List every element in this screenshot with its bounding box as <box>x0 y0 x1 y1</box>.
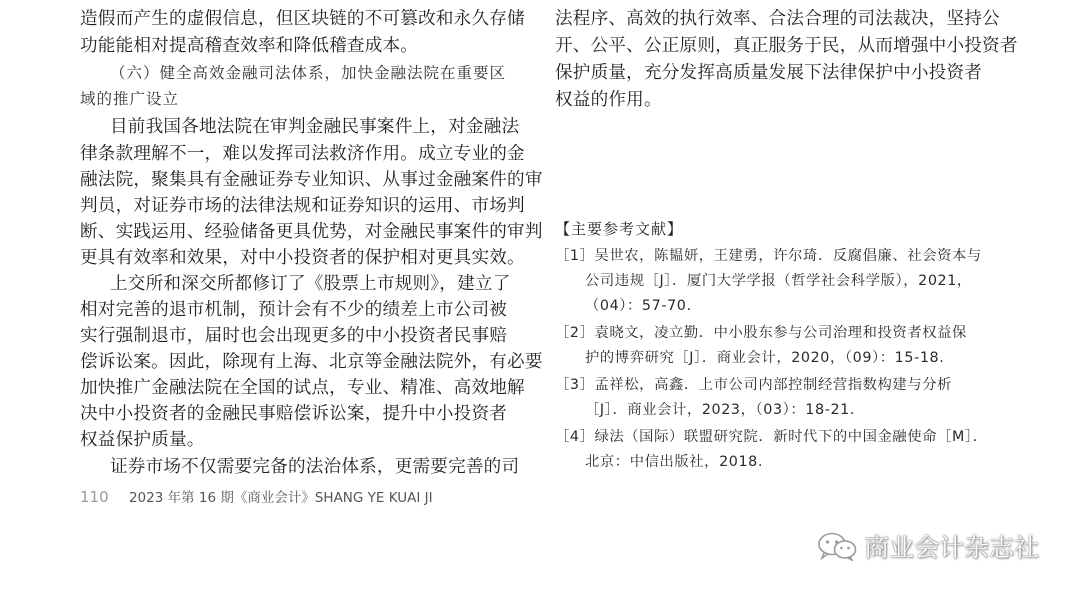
watermark <box>816 528 1039 564</box>
reference-line: ［3］孟祥松，高鑫．上市公司内部控制经营指数构建与分析 <box>555 377 953 393</box>
references-title: 【主要参考文献】 <box>555 220 684 238</box>
text-line: 实行强制退市，届时也会出现更多的中小投资者民事赔 <box>80 326 508 346</box>
text-line: 融法院，聚集具有金融证券专业知识、从事过金融案件的审 <box>80 170 543 190</box>
text-line: 法程序、高效的执行效率、合法合理的司法裁决，坚持公 <box>555 9 1000 29</box>
text-line: 加快推广金融法院在全国的试点，专业、精准、高效地解 <box>80 378 525 398</box>
text-line: 造假而产生的虚假信息，但区块链的不可篡改和永久存储 <box>80 9 525 29</box>
reference-line: ［4］绿法（国际）联盟研究院．新时代下的中国金融使命［M］． <box>555 429 988 445</box>
watermark-text: 商业会计杂志社 <box>864 533 1040 562</box>
page-number: 110 <box>80 488 109 506</box>
text-line: 更具有效率和效果，对中小投资者的保护相对更具实效。 <box>80 248 525 268</box>
reference-line: 北京：中信出版社，2018. <box>585 454 763 470</box>
journal-issue: 2023 年第 16 期《商业会计》SHANG YE KUAI JI <box>128 490 433 506</box>
reference-line: （04）：57-70. <box>585 298 692 314</box>
text-line: 偿诉讼案。因此，除现有上海、北京等金融法院外，有必要 <box>80 352 543 372</box>
text-line: 判员，对证券市场的法律法规和证券知识的运用、市场判 <box>80 196 525 216</box>
reference-line: ［2］袁晓文，凌立勤．中小股东参与公司治理和投资者权益保 <box>555 325 967 341</box>
text-line: 权益的作用。 <box>555 90 662 110</box>
reference-line: 护的博弈研究［J］．商业会计，2020，（09）：15-18. <box>585 350 945 366</box>
section-heading: 域的推广设立 <box>80 90 180 108</box>
text-line: 开、公平、公正原则，真正服务于民，从而增强中小投资者 <box>555 36 1018 56</box>
text-line: 律条款理解不一，难以发挥司法救济作用。成立专业的金 <box>80 144 525 164</box>
text-line: 证券市场不仅需要完备的法治体系，更需要完善的司 <box>110 457 520 477</box>
text-line: 功能能相对提高稽查效率和降低稽查成本。 <box>80 36 419 56</box>
wechat-icon <box>816 531 858 561</box>
page-footer <box>80 486 433 506</box>
reference-line: ［J］．商业会计，2023，（03）：18-21. <box>585 402 855 418</box>
text-line: 权益保护质量。 <box>80 430 205 450</box>
text-line: 断、实践运用、经验储备更具优势，对金融民事案件的审判 <box>80 222 543 242</box>
text-line: 上交所和深交所都修订了《股票上市规则》，建立了 <box>110 274 511 294</box>
text-line: 决中小投资者的金融民事赔偿诉讼案，提升中小投资者 <box>80 404 508 424</box>
text-line: 相对完善的退市机制，预计会有不少的绩差上市公司被 <box>80 300 508 320</box>
reference-line: 公司违规［J］．厦门大学学报（哲学社会科学版），2021， <box>585 273 972 289</box>
section-heading: （六）健全高效金融司法体系，加快金融法院在重要区 <box>110 64 507 82</box>
text-line: 保护质量，充分发挥高质量发展下法律保护中小投资者 <box>555 63 983 83</box>
reference-line: ［1］吴世农，陈韫妍，王建勇，许尔琦．反腐倡廉、社会资本与 <box>555 248 982 264</box>
text-line: 目前我国各地法院在审判金融民事案件上，对金融法 <box>110 117 520 137</box>
